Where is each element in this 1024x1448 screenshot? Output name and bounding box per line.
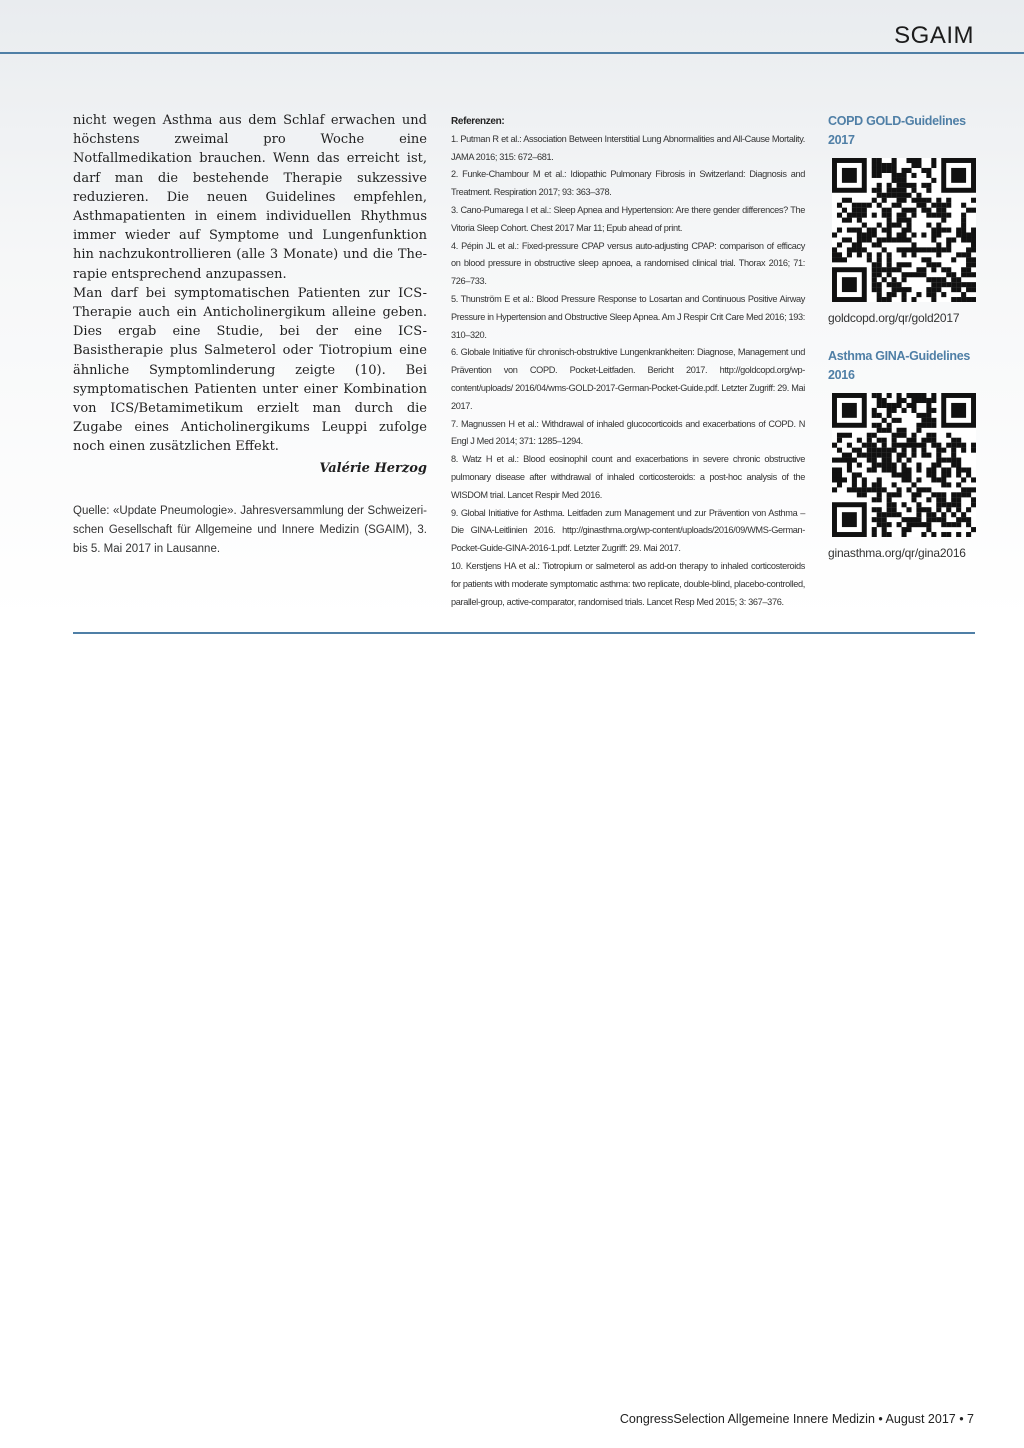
article-column [73, 111, 427, 559]
qr-code-gina-icon[interactable] [832, 393, 976, 537]
reference-item: 6. Globale Initiative für chronisch-obstruktive Lungenkrankheiten: Diagnose, Management und Prävention von COPD. Pocket-Leitfaden. Bericht 2017. http://goldcopd.org/wp-content/uploads/ 2016/04/wms-GOLD-2017-German-Pocket-Guide.pdf. Letzter Zugriff: 29. Mai 2017. [451, 347, 805, 411]
page-footer: CongressSelection Allgemeine Innere Medizin • August 2017 • 7 [619, 1412, 974, 1426]
article-paragraph: nicht wegen Asthma aus dem Schlaf erwachen und höchstens zweimal pro Woche eine Notfallmedikation brauchen. Wenn das erreicht ist, darf man die bestehende Therapie sukzessive reduzieren. Die neuen Guidelines empfehlen, Asthmapatienten in einem individuellen Rhythmus immer wieder auf Symptome und Lungenfunktion hin nachzukontrollieren (alle 3 Monate) und die Therapie entsprechend anzupassen. [73, 113, 427, 282]
qr-code-gold-icon[interactable] [832, 158, 976, 302]
reference-item: 1. Putman R et al.: Association Between Interstitial Lung Abnormalities and All-Cause Mortality. JAMA 2016; 315: 672–681. [451, 133, 805, 162]
references-title: Referenzen: [451, 116, 505, 127]
header-divider [0, 52, 1024, 54]
qr-block-gina [828, 347, 978, 560]
author-name: Valérie Herzog [319, 460, 427, 476]
qr-title-gina: Asthma GINA-Guidelines 2016 [828, 349, 971, 382]
article-paragraph: Man darf bei symptomatischen Patienten zur ICS-Therapie auch ein Anticholinergikum alleine geben. Dies ergab eine Studie, bei der eine ICS-Basistherapie plus Salmeterol oder Tiotropium eine ähnliche Symptomlinderung zeigte (10). Bei symptomatischen Patienten unter einer Kombination von ICS/Betamimetikum erzielt man durch die Zugabe eines Anticholinergikums Leuppi zufolge noch einen zusätzlichen Effekt. [73, 285, 427, 455]
reference-item: 3. Cano-Pumarega I et al.: Sleep Apnea and Hypertension: Are there gender differences? The Vitoria Sleep Cohort. Chest 2017 Mar 11; Epub ahead of print. [451, 204, 805, 233]
reference-item: 7. Magnussen H et al.: Withdrawal of inhaled glucocorticoids and exacerbations of COPD. N Engl J Med 2014; 371: 1285–1294. [451, 418, 805, 447]
source-note [73, 502, 427, 559]
references-column [451, 113, 805, 611]
qr-title-gold: COPD GOLD-Guidelines 2017 [828, 114, 966, 147]
reference-item: 4. Pépin JL et al.: Fixed-pressure CPAP versus auto-adjusting CPAP: comparison of efficacy on blood pressure in obstructive sleep apnoea, a randomised clinical trial. Thorax 2016; 71: 726–733. [451, 240, 805, 287]
reference-item: 5. Thunström E et al.: Blood Pressure Response to Losartan and Continuous Positive Airway Pressure in Hypertension and Obstructive Sleep Apnea. Am J Respir Crit Care Med 2016; 193: 310–320. [451, 293, 805, 340]
references-list [451, 131, 805, 612]
source-label: Quelle: [73, 504, 110, 517]
qr-block-gold [828, 112, 978, 325]
reference-item: 8. Watz H et al.: Blood eosinophil count and exacerbations in severe chronic obstructive pulmonary disease after withdrawal of inhaled corticosteroids: a post-hoc analysis of the WISDOM trial. Lancet Respir Med 2016. [451, 454, 805, 500]
qr-url-gina[interactable]: ginasthma.org/qr/gina2016 [828, 546, 966, 560]
reference-item: 10. Kerstjens HA et al.: Tiotropium or salmeterol as add-on therapy to inhaled corticosteroids for patients with moderate symptomatic asthma: two replicate, double-blind, placebo-controlled, parallel-group, active-comparator, randomised trials. Lancet Resp Med 2015; 3: 367–376. [451, 560, 805, 607]
content-divider [73, 632, 975, 634]
journal-brand: SGAIM [894, 22, 974, 49]
qr-sidebar [828, 112, 978, 560]
reference-item: 9. Global Initiative for Asthma. Leitfaden zum Management und zur Prävention von Asthma – Die GINA-Leitlinien 2016. http://ginasthma.org/wp-content/uploads/2016/09/WMS-German-Pocket-Guide-GINA-2016-1.pdf. Letzter Zugriff: 29. Mai 2017. [451, 507, 805, 554]
reference-item: 2. Funke-Chambour M et al.: Idiopathic Pulmonary Fibrosis in Switzerland: Diagnosis and Treatment. Respiration 2017; 93: 363–378. [451, 169, 805, 198]
source-text: «Update Pneumologie». Jahresversammlung der Schweizerischen Gesellschaft für Allgemeine und Innere Medizin (SGAIM), 3. bis 5. Mai 2017 in Lausanne. [73, 504, 427, 555]
qr-url-gold[interactable]: goldcopd.org/qr/gold2017 [828, 311, 960, 325]
